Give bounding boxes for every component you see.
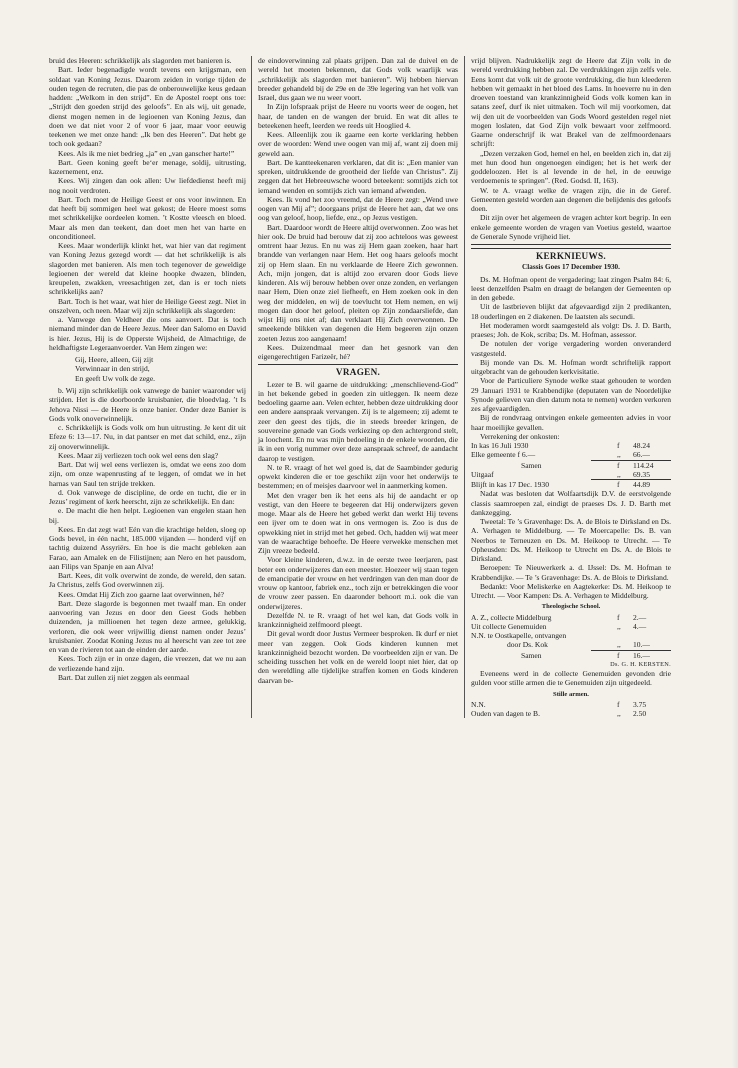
row-amount: 44.89 — [633, 480, 650, 489]
paragraph: c. Schrikkelijk is Gods volk om hun uitrusting. Je kent dit uit Efeze 6: 13—17. Nu, in dat pantser en met dat schild, enz., zijn zij onoverwinnelijk. — [49, 423, 246, 451]
paragraph: Verrekening der onkosten: — [480, 431, 560, 441]
row-amount: 66.— — [633, 450, 650, 460]
account-row — [471, 470, 671, 479]
paragraph: Kees. Omdat Hij Zich zoo gaarne laat overwinnen, hé? — [58, 589, 224, 599]
paragraph: Ds. M. Hofman opent de vergadering; laat zingen Psalm 84: 6, leest denzelfden Psalm en draagt de belangen der Gemeenten op in den gebede. — [471, 274, 671, 302]
paragraph: Tweetal: Te ’s Gravenhage: Ds. A. de Blois te Dirksland en Ds. A. Verhagen te Middelburg. — Te Moercapelle: Ds. B. van Neerbos te Terneuzen en Ds. M. Heikoop te Utrecht. — Te Opheusden: Ds. M. Heikoop te Utrecht en Ds. A. de Blois te Dirksland. — [471, 517, 671, 563]
row-currency: f — [617, 460, 620, 470]
account-row — [471, 461, 671, 470]
paragraph: Bedankt: Voor Meliskerke en Aagtekerke: Ds. M. Heikoop te Utrecht. — Voor Kampen: Ds. A. Verhagen te Middelburg. — [471, 581, 671, 600]
paragraph: Bij de rondvraag ontvingen enkele gemeenten advies in voor haar moeilijke gevallen. — [471, 413, 671, 432]
row-currency: ,, — [617, 469, 621, 479]
paragraph: Bart. Dat zullen zij niet zeggen als eenmaal — [58, 672, 190, 682]
account-row — [471, 480, 671, 489]
row-label: A. Z., collecte Middelburg — [471, 612, 552, 622]
paragraph: Bart. Toch moet de Heilige Geest er ons voor inwinnen. En dat heeft bij sommigen heel wat gekost; de Heere moest soms met schrikkelijke oordeelen komen. ’t Kostte vleesch en bloed. Maar als men dan teekent, dan doet men het van harte en onconditioneel. — [49, 194, 246, 241]
verse-line: Verwinnaar in den strijd, — [75, 364, 150, 374]
kerknieuws-heading: KERKNIEUWS. — [536, 251, 606, 261]
paragraph: Kees. Duizendmaal meer dan het gesnork van den eigengerechtigen Farizeër, hé? — [258, 342, 458, 361]
paragraph: a. Vanwege den Veldheer die ons aanvoert. Dat is toch niemand minder dan de Heere Jezus. Meer dan Salomo en David is hier. Jezus, Hij is de Opperste Wijsheid, de Almachtige, de heldhaftigste Legeraanvoerder. Van Hem zingen we: — [49, 315, 246, 352]
row-currency: ,, — [617, 709, 621, 718]
paragraph: e. De macht die hen helpt. Legioenen van engelen staan hen bij. — [49, 506, 246, 525]
row-amount: 69.35 — [633, 469, 650, 479]
paragraph: Kees. Wij zingen dan ook allen: Uw liefdedienst heeft mij nog nooit verdroten. — [49, 176, 246, 195]
row-label: Uit collecte Genemuiden — [471, 621, 547, 631]
armen-subheading: Stille armen. — [553, 690, 589, 698]
classis-subheading: Classis Goes 17 December 1930. — [522, 263, 620, 272]
account-row — [471, 631, 671, 640]
paragraph: Met den vrager ben ik het eens als hij de aandacht er op vestigt, van den Heere te begeeren dat Hij onderwijzers geven moge. Maar als de Heere het gebed werkt dan werkt Hij tevens een ijver om te doen wat in ons vermogen is. Zoo is dus de opwekking niet in strijd met het gebed. Och, hadden wij wat meer van de waarachtige behoefte. De Heere verwekke menschen met Zijn vreeze bedeeld. — [258, 490, 458, 555]
paragraph: Kees. Ik vond het zoo vreemd, dat de Heere zegt: „Wend uwe oogen van Mij af”; doorgaans prijst de Heere het aan, dat we ons oog van geloof, hoop, liefde, enz., op Jezus vestigen. — [258, 194, 458, 223]
paragraph: Kees. Maar zij verliezen toch ook wel eens den slag? — [58, 450, 219, 460]
paragraph: N. te R. vraagt of het wel goed is, dat de Saambinder gedurig opwekt kinderen die er toe geschikt zijn voor het onderwijs te bestemmen; en of meisjes daarvoor wel in aanmerking komen. — [258, 462, 458, 491]
verse-line: Gij, Heere, alleen, Gij zijt — [75, 355, 154, 364]
row-label: Samen — [521, 460, 542, 470]
expense-account — [471, 441, 671, 489]
three-column-layout — [49, 56, 708, 718]
account-row — [471, 622, 671, 631]
section-divider — [471, 244, 671, 245]
row-label: Samen — [521, 650, 542, 660]
paragraph: Bij monde van Ds. M. Hofman wordt schriftelijk rapport uitgebracht van de gehouden kerkvisitatie. — [471, 357, 671, 376]
row-currency: f — [617, 650, 620, 660]
paragraph: Eveneens werd in de collecte Genemuiden gevonden drie gulden voor stille armen die te Genemuiden zijn uitgedeeld. — [471, 669, 671, 688]
paragraph: Bart. Toch is het waar, wat hier de Heilige Geest zegt. Niet in onszelven, och neen. Maar wij zijn schrikkelijk als slagorden: — [49, 296, 246, 315]
row-amount: 16.— — [633, 650, 650, 660]
row-label: Elke gemeente f 6.— — [471, 450, 536, 460]
account-row — [471, 450, 671, 459]
column-2 — [251, 56, 464, 718]
row-currency: f — [617, 441, 620, 450]
section-divider — [258, 364, 458, 365]
psalm-verse — [75, 355, 246, 383]
row-label: Uitgaaf — [471, 469, 494, 479]
row-amount: 4.— — [633, 621, 647, 631]
vragen-heading: VRAGEN. — [335, 367, 381, 378]
row-label: In kas 16 Juli 1930 — [471, 441, 529, 450]
row-amount: 48.24 — [633, 441, 650, 450]
paragraph: Kees. Maar wonderlijk klinkt het, wat hier van dat regiment van Koning Jezus gezegd wordt — dat het schrikkelijk is als slagorden met banieren. Als men toch tegenover de geweldige legioenen der wereld dat kleine hoopke dwazen, blinden, kreupelen, zwakken, vreesachtigen zet, dan is er toch niets schrikkelijks aan? — [49, 241, 246, 297]
paragraph: Bart. Geen koning geeft be‘er menage, soldij, uitrusting, kazernement, enz. — [49, 157, 246, 176]
paragraph: Dit geval wordt door Justus Vermeer besproken. Ik durf er niet meer van zeggen. Ook Gods kinderen kunnen met krankzinnigheid bezocht worden. De voorbeelden zijn er van. De scheiding tusschen het volk en de wereld loopt niet hier, dat op den wereldling alle tijdelijke straffen komen en Gods kinderen daarvan be- — [258, 629, 458, 685]
paragraph: Kees. Alleenlijk zou ik gaarne een korte verklaring hebben over de woorden: Wend uwe oogen van mij af, want zij doen mij geweld aan. — [258, 130, 458, 158]
row-amount: 10.— — [633, 640, 650, 650]
account-row — [471, 651, 671, 660]
paragraph: Kees. Toch zijn er in onze dagen, die vreezen, dat we nu aan de verliezende hand zijn. — [49, 654, 246, 673]
paragraph: Bart. Dat wij wel eens verliezen is, omdat we eens zoo dom zijn, om onze wapenrusting af te leggen, of omdat we in het harnas van Saul ten strijde trekken. — [49, 460, 246, 488]
row-amount: 2.50 — [633, 709, 647, 718]
paragraph: W. te A. vraagt welke de vragen zijn, die in de Geref. Gemeenten gesteld worden aan degenen die belijdenis des geloofs doen. — [471, 185, 671, 213]
paragraph: Bart. Ieder begenadigde wordt tevens een krijgsman, een soldaat van Koning Jezus. Daarom zeiden in vorige tijden de ouden tegen de recruten, die pas de onberouwelijke keus gedaan hadden: „Welkom in den strijd”. En de Apostel roept ons toe: „Strijdt den goeden strijd des geloofs”. En als wij, uit genade, dienst mogen nemen in de legioenen van Koning Jezus, dan doen we dat niet voor 2 of voor 6 jaar, maar voor eeuwig teekenen we met onze hand: „Ik ben des Heeren”. Dat hebt ge toch ook gedaan? — [49, 65, 246, 149]
section-divider — [471, 248, 671, 249]
account-row — [471, 709, 671, 718]
row-label: N.N. — [471, 699, 486, 709]
row-currency: f — [617, 699, 620, 709]
row-amount: 114.24 — [633, 460, 654, 470]
row-amount: 2.— — [633, 612, 647, 622]
row-currency: ,, — [617, 621, 621, 631]
row-currency: f — [617, 480, 620, 489]
row-label: door Ds. Kok — [507, 640, 548, 650]
paragraph: Kees. Als ik me niet bedrieg „ja” en „van ganscher harte!” — [58, 148, 235, 158]
paragraph: Voor de Particuliere Synode welke staat gehouden te worden 29 Januari 1931 te Krabbendijke (deputaten van de Noordelijke Synode gelieven van dien datum nota te nemen) worden verkoren zes afgevaardigden. — [471, 376, 671, 413]
school-account — [471, 613, 671, 660]
paragraph: Bart. Deze slagorde is begonnen met twaalf man. En onder aanvoering van Jezus en door den Geest Gods hebben duizenden, ja millioenen het tegen deze armee, gelukkig, verloren, die ook weer vrijwillig dienst namen onder Jezus’ kruisbanier. Zoodat Koning Jezus nu al heerscht van zee tot zee en van de rivieren tot aan de einden der aarde. — [49, 598, 246, 655]
paragraph: Bart. De kantteekenaren verklaren, dat dit is: „Een manier van spreken, uitdrukkende de grootheid der liefde van Christus”. Zij zeggen dat het Hebreeuwsche woord beteekent: somtijds zich tot iemand wenden en somtijds zich van iemand afwenden. — [258, 157, 458, 195]
paragraph: vrijd blijven. Nadrukkelijk zegt de Heere dat Zijn volk in de wereld verdrukking hebben zal. De verdrukkingen zijn zelfs vele. Eens komt dat volk uit de groote verdrukking, die hun kleederen hebben wit gemaakt in het bloed des Lams. In hoeverre nu in den droeven toestand van krankzinnigheid Gods volk komen kan in satans zeef, durf ik niet uitmaken. Toch wil mij voorkomen, dat wij den uit de voorbeelden van Gods Woord gestelden regel niet mogen loslaten, dat God Zijn volk bewaart voor zelfmoord. Gaarne onderschrijf ik wat Brakel van de zelfmoordenaars schrijft: — [471, 56, 671, 149]
account-row — [471, 700, 671, 709]
row-amount: 3.75 — [633, 699, 647, 709]
paragraph: Voor kleine kinderen, d.w.z. in de eerste twee leerjaren, past beter een onderwijzeres dan een meester. Hoezeer wij staan tegen de emancipatie der vrouw en het verdringen van den man door de vrouw op kantoor, fabriek enz., toch zijn er betrekkingen die voor de vrouw zeer passen. En daaronder behoort m.i. ook die van onderwijzeres. — [258, 555, 458, 611]
paragraph: Uit de lastbrieven blijkt dat afgevaardigd zijn 2 predikanten, 18 ouderlingen en 2 diakenen. De laatsten als secundi. — [471, 302, 671, 321]
account-row — [471, 640, 671, 649]
paragraph: Bart. Daardoor wordt de Heere altijd overwonnen. Zoo was het hier ook. De bruid had berouw dat zij zoo achteloos was geweest omtrent haar Jezus. En nu was zij Hem gaan zoeken, haar hart brandde van verlangen naar Hem. Het oog haars geloofs mocht zij op Hem slaan. En nu verklaarde de Heere Zich gewonnen. Ach, mijn jongen, dat is altijd zoo ervaren door Gods lieve kinderen. Als wij berouw hebben over onze zonden, en verlangen naar Hem, Dien onze ziel liefheeft, en Hem zoeken ook in den weg der middelen, en wij de toevlucht tot Hem nemen, en wij mogen dan door het geloof, pleiten op Zijn zondaarsliefde, dan wijst Hij ons niet af; dan verklaart Hij Zich overwonnen. De smeekende blikken van degenen die Hem begeeren zijn onzen zoeten Jezus zoo aangenaam! — [258, 222, 458, 343]
row-currency: f — [617, 612, 620, 622]
paragraph: Nadat was besloten dat Wolfaartsdijk D.V. de eerstvolgende classis saamroepen zal, eindigt de praeses Ds. J. D. Barth met dankzegging. — [471, 489, 671, 517]
paragraph: b. Wij zijn schrikkelijk ook vanwege de banier waaronder wij strijden. Het is die doorboorde kruisbanier, die bloedvlag. ’t Is Jehova Nissi — de Heere is onze banier. Onder deze Banier is Gods volk onoverwinnelijk. — [49, 386, 246, 423]
quotation: „Dezen verzaken God, hemel en hel, en beelden zich in, dat zij met hun dood hun ongenoegen eindigen; het is het werk der goddeloozen. Het is al levende in de hel, in de eeuwige verdoemenis te springen”. (Red. Godsd. II, 163). — [471, 148, 671, 186]
column-1 — [49, 56, 251, 718]
school-subheading: Theologische School. — [541, 603, 601, 611]
verse-line: En geeft Uw volk de zege. — [75, 373, 156, 383]
paragraph: Het moderamen wordt saamgesteld als volgt: Ds. J. D. Barth, praeses; Joh. de Kok, scriba; Ds. M. Hofman, assessor. — [471, 320, 671, 339]
scan-edge-shadow — [732, 0, 738, 1068]
paragraph: Bart. Kees, dit volk overwint de zonde, de wereld, den satan. Ja Christus, zelfs God overwinnen zij. — [49, 571, 246, 590]
account-row — [471, 613, 671, 622]
paragraph: bruid des Heeren: schrikkelijk als slagorden met banieren is. — [49, 56, 232, 65]
row-label: Ouden van dagen te B. — [471, 709, 540, 718]
paragraph: de eindoverwinning zal plaats grijpen. Dan zal de duivel en de wereld het moeten bekennen, dat Gods volk waarlijk was „schrikkelijk als slagorden met banieren”. Wij hebben hiervan breeder gehandeld bij de 29e en de 39e legering van het volk van Israel, dus gaan we nu weer voort. — [258, 56, 458, 102]
paragraph: Beroepen: Te Nieuwerkerk a. d. IJssel: Ds. M. Hofman te Krabbendijke. — Te ’s Gravenhage: Ds. A. de Blois te Dirksland. — [471, 563, 671, 582]
signature: Ds. G. H. KERSTEN. — [610, 660, 671, 668]
row-currency: ,, — [617, 450, 621, 460]
column-3 — [464, 56, 671, 718]
paragraph: Dezelfde N. te R. vraagt of het wel kan, dat Gods volk in krankzinnigheid zelfmoord pleegt. — [258, 610, 458, 629]
row-label: N.N. te Oostkapelle, ontvangen — [471, 631, 567, 640]
paragraph: Dit zijn over het algemeen de vragen achter kort begrip. In een enkele gemeente worden de vragen van Voetius gesteld, waartoe de Generale Synode vrijheid liet. — [471, 213, 671, 241]
paragraph: In Zijn lofspraak prijst de Heere nu voorts weer de oogen, het haar, de tanden en de wangen der bruid. En wat dit alles te beteekenen heeft, leerden we reeds uit Hooglied 4. — [258, 102, 458, 130]
paragraph: Kees. En dat zegt wat! Eén van die krachtige helden, sloeg op Gods bevel, in één nacht, 185.000 vijanden — honderd vijf en tachtig duizend Assyriërs. En hoe is die macht gebleken aan Farao, aan Amalek en de Filistijnen; aan Nero en het pausdom, aan Filips van Spanje en aan Alva! — [49, 524, 246, 571]
armen-account — [471, 700, 671, 719]
row-currency: ,, — [617, 640, 621, 650]
paragraph: De notulen der vorige vergadering worden onveranderd vastgesteld. — [471, 339, 671, 358]
paragraph: Lezer te B. wil gaarne de uitdrukking: „menschlievend-God” in het bekende gebed in goeden zin uitleggen. Ik neem deze bedoeling gaarne aan. Velen echter, hebben deze uitdrukking door een andere aanspraak vervangen. Zij is te algemeen; zij ademt te zeer den geest des tijds, die in steeds breeder kringen, de souvereine genade van Gods verkiezing op den achtergrond stelt, ja loochent. En nu was mijn bedoeling in de enkele woorden, die ik in een vorig nummer over deze aanspraak schreef, de aandacht daarop te vestigen. — [258, 379, 458, 463]
paragraph: d. Ook vanwege de discipline, de orde en tucht, die er in Jezus’ regiment of kerk heerscht, zijn ze schrikkelijk. En dan: — [49, 487, 246, 507]
account-row — [471, 441, 671, 450]
row-label: Blijft in kas 17 Dec. 1930 — [471, 480, 549, 489]
